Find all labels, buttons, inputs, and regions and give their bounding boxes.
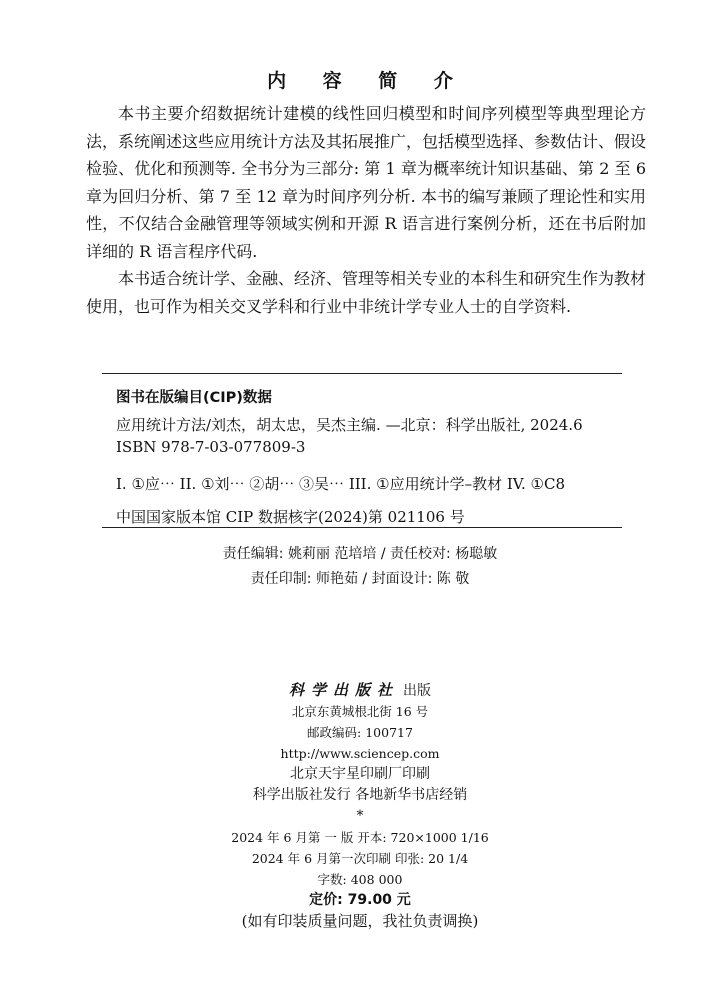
publisher-address: 北京东黄城根北街 16 号 bbox=[291, 704, 429, 719]
cip-top-divider bbox=[102, 373, 622, 374]
intro-paragraph-1: 本书主要介绍数据统计建模的线性回归模型和时间序列模型等典型理论方法，系统阐述这些应用统计方法及其拓展推广，包括模型选择、参数估计、假设检验、优化和预测等. 全书分为三部分: 第 1 章为概率统计知识基础、第 2 至 6 章为回归分析、第 7 至 12 章为时间序列分析. 本书的编写兼顾了理论性和实用性，不仅结合金融管理等领域实例和开源 R 语言进行案例分析，还在书后附加详细的 R 语言程序代码. bbox=[86, 104, 647, 261]
cip-bibliographic-line: 应用统计方法/刘杰，胡太忠，吴杰主编. —北京：科学出版社, 2024.6 bbox=[116, 416, 583, 434]
cip-record-number: 中国国家版本馆 CIP 数据核字(2024)第 021106 号 bbox=[116, 508, 465, 526]
printer-line: 北京天宇星印刷厂印刷 bbox=[290, 766, 430, 782]
separator-star: * bbox=[356, 808, 364, 824]
edition-line: 2024 年 6 月第 一 版 开本: 720×1000 1/16 bbox=[231, 830, 489, 845]
price-line: 定价: 79.00 元 bbox=[309, 892, 411, 908]
publisher-postcode: 邮政编码: 100717 bbox=[307, 725, 413, 740]
colophon bbox=[0, 680, 720, 932]
cip-isbn: ISBN 978-7-03-077809-3 bbox=[116, 438, 306, 456]
intro-paragraph-2: 本书适合统计学、金融、经济、管理等相关专业的本科生和研究生作为教材使用，也可作为相关交叉学科和行业中非统计学专业人士的自学资料. bbox=[86, 269, 647, 316]
cip-bottom-divider bbox=[102, 527, 622, 528]
section-title: 内 容 简 介 bbox=[267, 70, 468, 92]
publisher-row bbox=[0, 680, 720, 701]
publisher-website: http://www.sciencep.com bbox=[280, 746, 440, 761]
cip-heading: 图书在版编目(CIP)数据 bbox=[116, 390, 272, 406]
publisher-logo: 科学出版社 bbox=[288, 681, 399, 699]
wordcount-line: 字数: 408 000 bbox=[317, 872, 403, 887]
distribution-line: 科学出版社发行 各地新华书店经销 bbox=[252, 787, 468, 803]
quality-note: (如有印装质量问题，我社负责调换) bbox=[241, 912, 479, 930]
publisher-suffix: 出版 bbox=[403, 683, 431, 699]
book-introduction bbox=[86, 100, 646, 320]
printing-line: 2024 年 6 月第一次印刷 印张: 20 1/4 bbox=[251, 851, 469, 866]
editors-line-1: 责任编辑: 姚莉丽 范培培 / 责任校对: 杨聪敏 bbox=[222, 546, 498, 562]
editors-line-2: 责任印制: 师艳茹 / 封面设计: 陈 敬 bbox=[250, 571, 470, 587]
cip-classification: I. ①应⋯ II. ①刘⋯ ②胡⋯ ③吴⋯ III. ①应用统计学–教材 IV. ①C8 bbox=[116, 475, 565, 493]
